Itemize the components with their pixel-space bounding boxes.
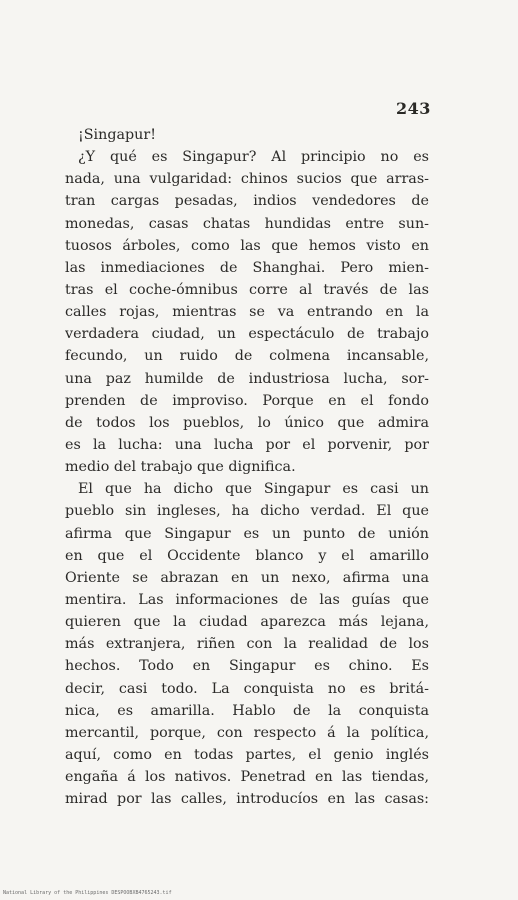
text-line: medio del trabajo que dignifica. bbox=[65, 459, 296, 476]
text-line: verdadera ciudad, un espectáculo de trabajo bbox=[65, 326, 429, 343]
text-line: mercantil, porque, con respecto á la política, bbox=[65, 724, 429, 741]
text-line: aquí, como en todas partes, el genio inglés bbox=[65, 746, 429, 763]
text-line: calles rojas, mientras se va entrando en la bbox=[65, 304, 429, 321]
text-line: una paz humilde de industriosa lucha, sor- bbox=[65, 370, 429, 387]
text-line: tran cargas pesadas, indios vendedores de bbox=[65, 193, 429, 210]
text-line: ¿Y qué es Singapur? Al principio no es bbox=[78, 149, 429, 166]
text-line: El que ha dicho que Singapur es casi un bbox=[78, 481, 429, 498]
text-line: engaña á los nativos. Penetrad en las tiendas, bbox=[65, 769, 429, 786]
text-line: Oriente se abrazan en un nexo, afirma una bbox=[65, 569, 429, 586]
text-line: tuosos árboles, como las que hemos visto en bbox=[65, 237, 429, 254]
text-line: de todos los pueblos, lo único que admira bbox=[65, 414, 429, 431]
text-line: prenden de improviso. Porque en el fondo bbox=[65, 392, 429, 409]
page-number: 243 bbox=[396, 99, 431, 118]
text-line: nica, es amarilla. Hablo de la conquista bbox=[65, 702, 429, 719]
text-line: mentira. Las informaciones de las guías que bbox=[65, 591, 429, 608]
text-line: más extranjera, riñen con la realidad de los bbox=[65, 636, 429, 653]
text-line: monedas, casas chatas hundidas entre sun- bbox=[65, 215, 429, 232]
body-text bbox=[65, 124, 429, 810]
text-line: quieren que la ciudad aparezca más lejana, bbox=[65, 614, 429, 631]
text-line: afirma que Singapur es un punto de unión bbox=[65, 525, 429, 542]
text-line: hechos. Todo en Singapur es chino. Es bbox=[65, 658, 429, 675]
text-line: es la lucha: una lucha por el porvenir, por bbox=[65, 436, 429, 453]
text-line: en que el Occidente blanco y el amarillo bbox=[65, 547, 429, 564]
text-line: las inmediaciones de Shanghai. Pero mien- bbox=[65, 259, 429, 276]
text-line: pueblo sin ingleses, ha dicho verdad. El que bbox=[65, 503, 429, 520]
text-line: nada, una vulgaridad: chinos sucios que arras- bbox=[65, 171, 429, 188]
text-line: mirad por las calles, introducíos en las casas: bbox=[65, 791, 429, 808]
text-line: tras el coche-ómnibus corre al través de las bbox=[65, 281, 429, 298]
text-line: ¡Singapur! bbox=[78, 127, 156, 143]
text-line: decir, casi todo. La conquista no es britá- bbox=[65, 680, 429, 697]
scan-footer: National Library of the Philippines DESPOOBXB4765243.tif bbox=[3, 890, 172, 896]
text-line: fecundo, un ruido de colmena incansable, bbox=[65, 348, 429, 365]
